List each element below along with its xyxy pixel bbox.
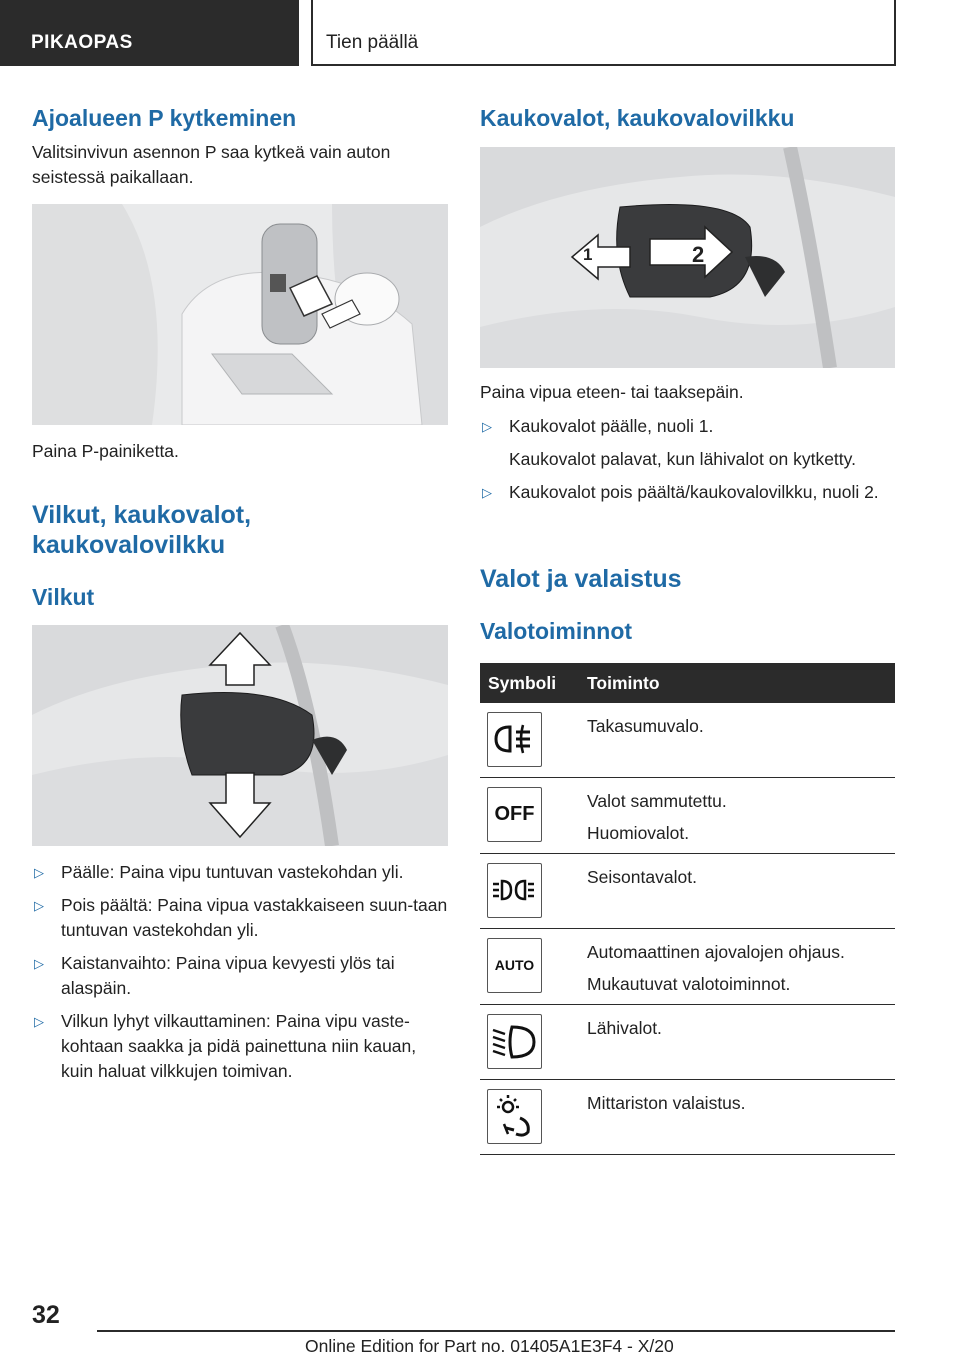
list-item-text: Pois päältä: Paina vipua vastakkaiseen suun-taan tuntuvan vastekohdan yli. <box>61 895 448 940</box>
page-header-title: Tien päällä <box>326 32 419 53</box>
indicators-subheading: Vilkut <box>32 584 95 610</box>
turn-signal-lever-illustration <box>32 625 448 846</box>
instrument-lighting-icon <box>487 1089 542 1144</box>
list-item-text: Kaistanvaihto: Paina vipua kevyesti ylös tai alaspäin. <box>61 953 395 998</box>
row-text: Seisontavalot. <box>587 866 697 887</box>
list-item-text: Kaukovalot pois päältä/kaukovalovilkku, nuoli 2. <box>509 482 879 502</box>
list-item-subtext: Kaukovalot palavat, kun lähivalot on kytketty. <box>509 449 856 469</box>
lights-subheading: Valotoiminnot <box>480 618 633 644</box>
parking-lights-icon <box>487 863 542 918</box>
row-text: Automaattinen ajovalojen ohjaus. <box>587 942 845 963</box>
highbeam-list <box>480 414 895 513</box>
arrow-label-1: 1 <box>583 245 593 264</box>
lights-heading: Valot ja valaistus <box>480 565 682 593</box>
list-item-text: Kaukovalot päälle, nuoli 1. <box>509 416 714 436</box>
auto-icon-text: AUTO <box>494 957 535 974</box>
table-header <box>480 663 895 703</box>
indicator-list <box>32 860 448 1092</box>
section-tab: PIKAOPAS <box>0 0 299 66</box>
low-beam-icon <box>487 1014 542 1069</box>
high-beam-lever-illustration <box>480 147 895 368</box>
row-description <box>587 1016 662 1048</box>
off-icon-text: OFF <box>494 803 535 826</box>
list-item-text: Päälle: Paina vipu tuntuvan vastekohdan yli. <box>61 862 404 882</box>
row-description <box>587 714 704 746</box>
table-row <box>480 1080 895 1155</box>
indicators-heading-line1: Vilkut, kaukovalot, <box>32 501 252 529</box>
triangle-bullet-icon: ▷ <box>482 419 492 434</box>
row-text: Mukautuvat valotoiminnot. <box>587 974 791 995</box>
row-text: Takasumuvalo. <box>587 716 704 736</box>
footer-edition: Online Edition for Part no. 01405A1E3F4 - X/20 <box>305 1336 674 1356</box>
row-text: Huomiovalot. <box>587 823 690 844</box>
table-row <box>480 703 895 778</box>
column-header-symbol: Symboli <box>488 673 557 693</box>
park-text: Valitsinvivun asennon P saa kytkeä vain auton seistessä paikallaan. <box>32 142 391 187</box>
row-text: Valot sammutettu. <box>587 791 727 812</box>
triangle-bullet-icon: ▷ <box>34 865 44 880</box>
list-item <box>32 1009 448 1084</box>
list-item-text: Vilkun lyhyt vilkauttaminen: Paina vipu vaste-kohtaan saakka ja pidä painettuna niin kauan, kuin haluat vilkkujen toimivan. <box>61 1011 417 1081</box>
column-header-function: Toiminto <box>587 673 660 693</box>
park-caption: Paina P-painiketta. <box>32 441 179 461</box>
page-number: 32 <box>32 1301 60 1329</box>
triangle-bullet-icon: ▷ <box>34 1014 44 1029</box>
rear-fog-light-icon <box>487 712 542 767</box>
list-item <box>32 893 448 943</box>
list-item <box>32 860 448 885</box>
row-description <box>587 940 845 1004</box>
gear-selector-illustration <box>32 204 448 425</box>
park-heading: Ajoalueen P kytkeminen <box>32 105 297 131</box>
highbeam-intro: Paina vipua eteen- tai taaksepäin. <box>480 382 744 402</box>
table-row <box>480 778 895 853</box>
triangle-bullet-icon: ▷ <box>34 898 44 913</box>
list-item <box>480 480 895 505</box>
light-functions-table <box>480 663 895 1155</box>
row-description <box>587 1091 746 1123</box>
row-text: Mittariston valaistus. <box>587 1092 746 1113</box>
table-row <box>480 929 895 1004</box>
triangle-bullet-icon: ▷ <box>34 956 44 971</box>
highbeam-heading: Kaukovalot, kaukovalovilkku <box>480 105 795 131</box>
list-item <box>32 951 448 1001</box>
list-item <box>480 414 895 472</box>
footer-divider <box>97 1330 895 1332</box>
indicators-heading-line2: kaukovalovilkku <box>32 531 226 559</box>
auto-icon <box>487 938 542 993</box>
table-row <box>480 1005 895 1080</box>
row-description <box>587 789 727 853</box>
triangle-bullet-icon: ▷ <box>482 485 492 500</box>
row-description <box>587 865 697 897</box>
arrow-label-2: 2 <box>692 242 705 267</box>
off-icon <box>487 787 542 842</box>
table-row <box>480 854 895 929</box>
row-text: Lähivalot. <box>587 1017 662 1038</box>
